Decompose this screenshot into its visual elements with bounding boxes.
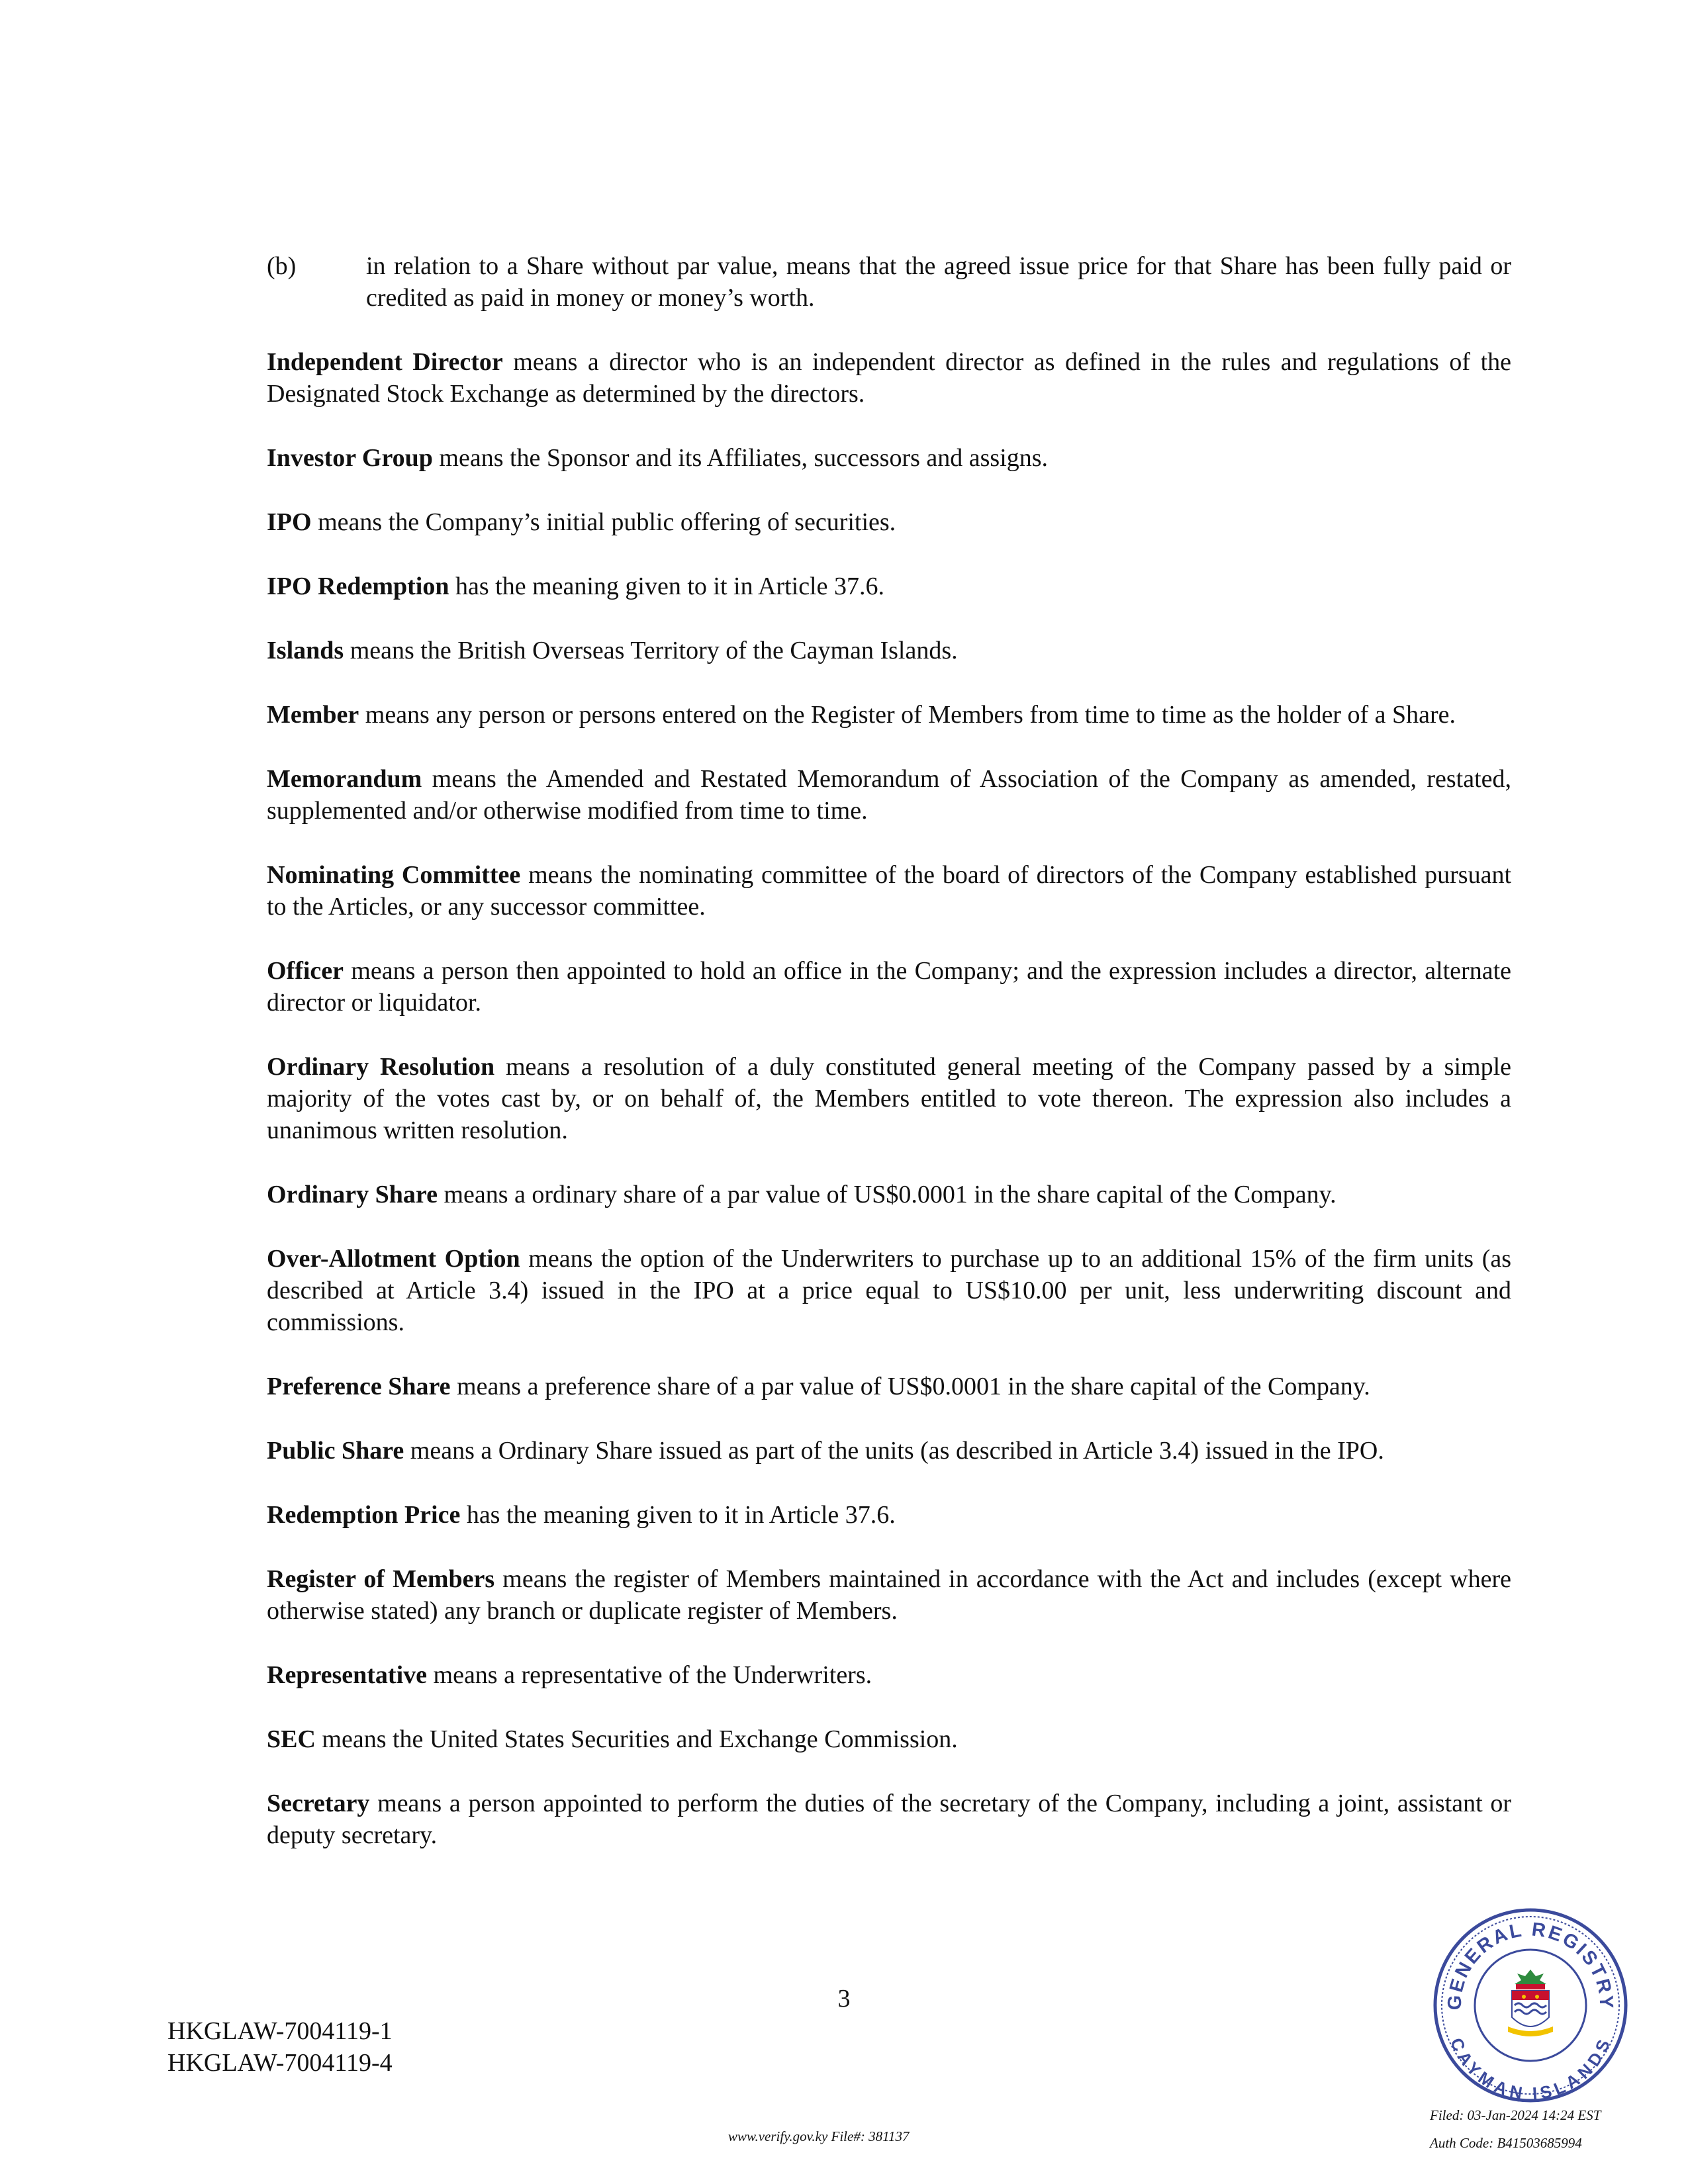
definition-term: Independent Director xyxy=(267,348,503,376)
definition-text: means the register of Members maintained in accordance with the Act and includes (except where otherwise stated) any branch or duplicate register of Members. xyxy=(267,1565,1511,1625)
filing-stamp xyxy=(1430,2101,1601,2157)
definition-text: means a ordinary share of a par value of US$0.0001 in the share capital of the Company. xyxy=(437,1181,1336,1208)
definition-text: means a representative of the Underwriters. xyxy=(427,1661,872,1689)
definition-term: Preference Share xyxy=(267,1373,451,1400)
item-b-label: (b) xyxy=(267,252,297,280)
document-reference: HKGLAW-7004119-4 xyxy=(167,2049,393,2077)
definition-term: Memorandum xyxy=(267,765,422,793)
definition xyxy=(267,1723,1511,1755)
definition xyxy=(267,763,1511,827)
definition-term: Public Share xyxy=(267,1437,404,1465)
definition-term: Investor Group xyxy=(267,444,433,472)
definition-text: means the Sponsor and its Affiliates, successors and assigns. xyxy=(432,444,1049,472)
definition-term: SEC xyxy=(267,1725,316,1753)
definition-text: means a preference share of a par value of US$0.0001 in the share capital of the Company. xyxy=(450,1373,1370,1400)
definition xyxy=(267,1499,1511,1531)
definition-text: means the nominating committee of the board of directors of the Company established pursuant to the Articles, or any successor committee. xyxy=(267,861,1512,921)
definition xyxy=(267,506,1511,538)
seal-top-text: GENERAL REGISTRY xyxy=(1444,1919,1617,2011)
definition-text: means a Ordinary Share issued as part of the units (as described in Article 3.4) issued in the IPO. xyxy=(404,1437,1384,1465)
definition-text: means any person or persons entered on the Register of Members from time to time as the holder of a Share. xyxy=(359,701,1456,729)
definition-term: Representative xyxy=(267,1661,428,1689)
definition-text: means the Company’s initial public offering of securities. xyxy=(311,508,896,536)
document-reference: HKGLAW-7004119-1 xyxy=(167,2017,393,2045)
definition-term: Ordinary Share xyxy=(267,1181,438,1208)
definition xyxy=(267,635,1511,666)
page-number: 3 xyxy=(837,1985,851,2013)
document-body xyxy=(267,250,1511,1884)
definition-term: Nominating Committee xyxy=(267,861,521,889)
definition-text: means the United States Securities and Exchange Commission. xyxy=(315,1725,958,1753)
definition xyxy=(267,1371,1511,1402)
coat-of-arms-icon xyxy=(1508,1970,1553,2036)
definition xyxy=(267,859,1511,923)
item-b xyxy=(267,250,1511,314)
definition-text: means a person appointed to perform the duties of the secretary of the Company, including a joint, assistant or deputy secretary. xyxy=(267,1790,1511,1849)
auth-code: Auth Code: B41503685994 xyxy=(1430,2135,1582,2151)
definition xyxy=(267,570,1511,602)
definition xyxy=(267,699,1511,731)
definition-term: Secretary xyxy=(267,1790,370,1817)
definition-term: IPO Redemption xyxy=(267,572,449,600)
definition-term: Redemption Price xyxy=(267,1501,461,1529)
definition xyxy=(267,1243,1511,1338)
document-references xyxy=(167,2015,393,2079)
definition-term: Officer xyxy=(267,957,344,985)
verification-footer: www.verify.gov.ky File#: 381137 xyxy=(728,2128,910,2144)
definition xyxy=(267,955,1511,1019)
definition-term: Member xyxy=(267,701,359,729)
definition-text: means a person then appointed to hold an office in the Company; and the expression includes a director, alternate director or liquidator. xyxy=(267,957,1511,1017)
definition-term: Register of Members xyxy=(267,1565,495,1593)
seal-bottom-text: CAYMAN ISLANDS xyxy=(1446,2034,1615,2104)
definition-text: has the meaning given to it in Article 37.6. xyxy=(449,572,884,600)
definition xyxy=(267,1659,1511,1691)
definition xyxy=(267,1435,1511,1467)
definition-text: means a resolution of a duly constituted general meeting of the Company passed by a simple majority of the votes cast by, or on behalf of, the Members entitled to vote thereon. The expression also includes a unanimous written resolution. xyxy=(267,1053,1512,1144)
general-registry-seal-icon xyxy=(1431,1906,1630,2105)
definition xyxy=(267,442,1511,474)
definition xyxy=(267,1179,1511,1210)
definition-text: has the meaning given to it in Article 37.6. xyxy=(460,1501,896,1529)
definition-term: Islands xyxy=(267,637,344,664)
definition-term: IPO xyxy=(267,508,312,536)
definition-term: Over-Allotment Option xyxy=(267,1245,520,1273)
definition-text: means the Amended and Restated Memorandum of Association of the Company as amended, restated, supplemented and/or otherwise modified from time to time. xyxy=(267,765,1511,825)
definition-text: means a director who is an independent director as defined in the rules and regulations of the Designated Stock Exchange as determined by the directors. xyxy=(267,348,1511,408)
definition xyxy=(267,1051,1511,1146)
item-b-text: in relation to a Share without par value, means that the agreed issue price for that Share has been fully paid or credited as paid in money or money’s worth. xyxy=(366,252,1511,312)
definition-text: means the option of the Underwriters to purchase up to an additional 15% of the firm units (as described at Article 3.4) issued in the IPO at a price equal to US$10.00 per unit, less underwriting discount and commissions. xyxy=(267,1245,1511,1336)
definition xyxy=(267,1788,1511,1851)
definition-term: Ordinary Resolution xyxy=(267,1053,495,1081)
filed-date: Filed: 03-Jan-2024 14:24 EST xyxy=(1430,2107,1601,2123)
definition xyxy=(267,1563,1511,1627)
definition xyxy=(267,346,1511,410)
definition-text: means the British Overseas Territory of the Cayman Islands. xyxy=(344,637,958,664)
